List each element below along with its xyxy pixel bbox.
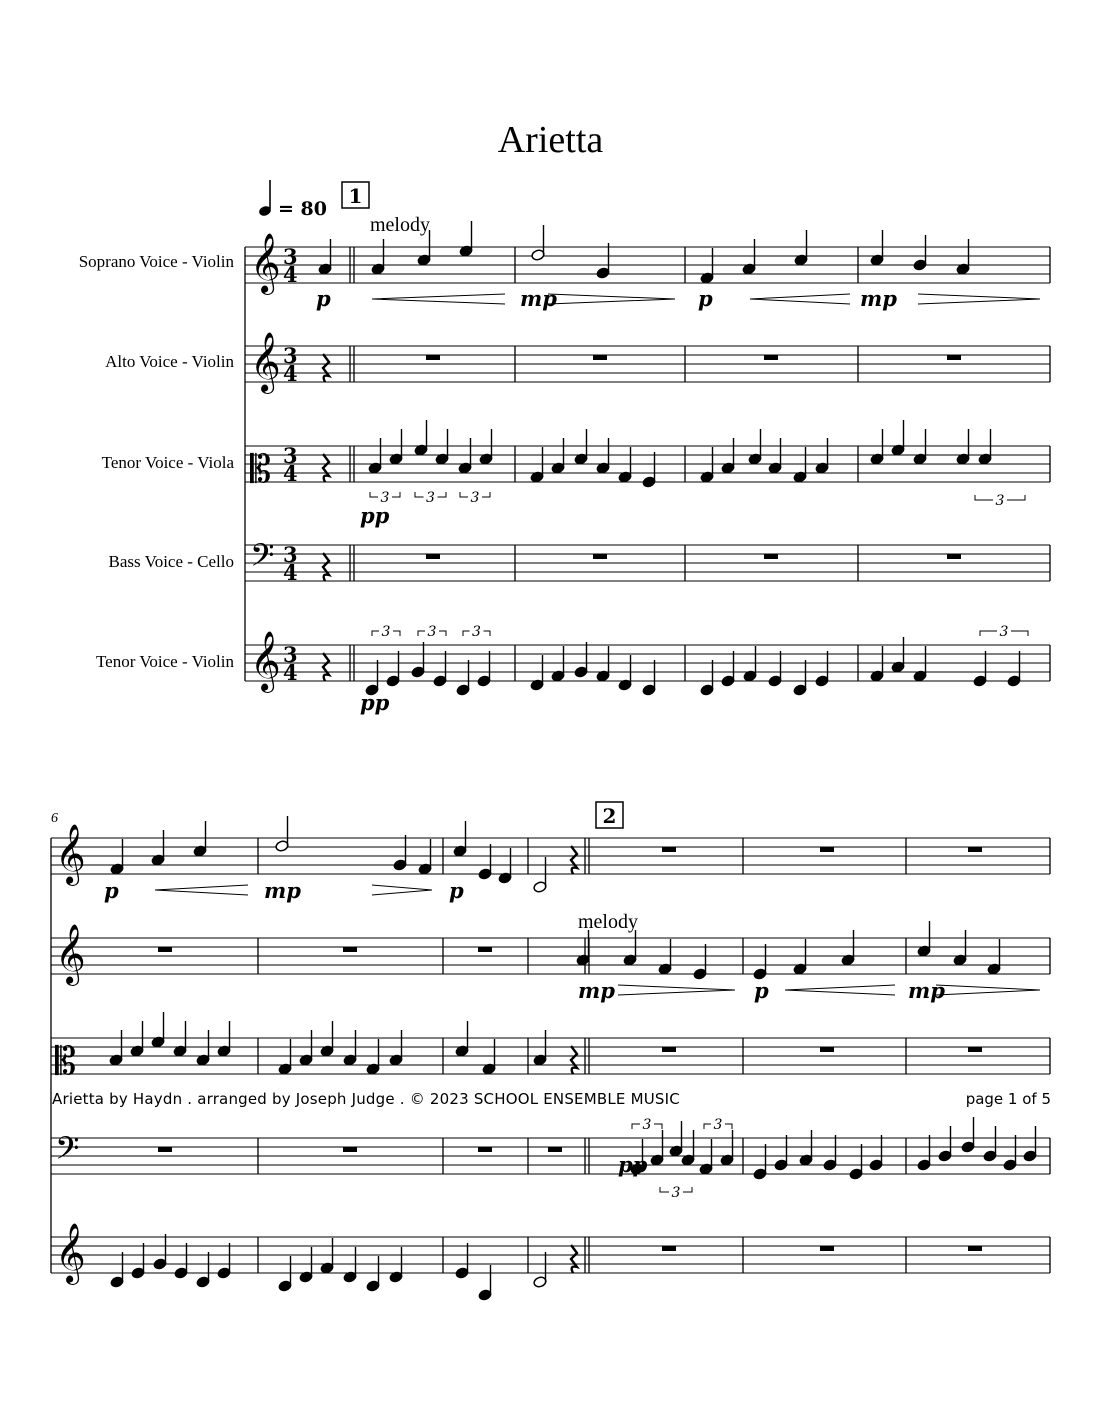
bass-clef-icon: 𝄢: [55, 1130, 80, 1174]
time-signature-bottom: 4: [283, 660, 298, 685]
decrescendo-hairpin: [918, 294, 1040, 304]
whole-rest: [662, 1047, 676, 1052]
footer-page-number: page 1 of 5: [965, 1090, 1051, 1108]
decrescendo-hairpin: [936, 985, 1040, 995]
time-signature-bottom: 4: [283, 560, 298, 585]
whole-rest: [820, 1246, 834, 1251]
tempo-marking: [258, 180, 327, 220]
whole-rest: [478, 1147, 492, 1152]
treble-clef-icon: 𝄞: [250, 233, 281, 293]
alto-clef-icon: 𝄡: [250, 447, 272, 491]
tuplet-number: 3: [427, 624, 437, 640]
dynamic-mp: mp: [520, 286, 557, 311]
rehearsal-mark-2: [596, 802, 623, 828]
whole-rest: [764, 554, 778, 559]
whole-rest: [343, 947, 357, 952]
crescendo-hairpin: [372, 294, 505, 304]
dynamic-mp: mp: [578, 978, 615, 1003]
decrescendo-hairpin: [372, 885, 432, 895]
dynamic-mp: mp: [264, 878, 301, 903]
quarter-rest: [323, 354, 329, 382]
measure-number: 6: [51, 811, 58, 826]
whole-rest: [820, 1047, 834, 1052]
tuplet-number: 3: [999, 624, 1009, 640]
crescendo-hairpin: [750, 294, 850, 304]
whole-rest: [593, 554, 607, 559]
time-signature-bottom: 4: [283, 262, 298, 287]
whole-rest: [968, 1246, 982, 1251]
tuplet-number: 3: [426, 490, 435, 506]
whole-rest: [593, 355, 607, 360]
tuplet-number: 3: [472, 624, 481, 640]
treble-clef-icon: 𝄞: [55, 924, 86, 984]
tuplet-number: 3: [470, 490, 480, 506]
treble-clef-icon: 𝄞: [55, 824, 86, 884]
dynamic-p: p: [104, 878, 119, 903]
whole-rest: [968, 1047, 982, 1052]
dynamic-p: p: [449, 878, 464, 903]
whole-rest: [968, 847, 982, 852]
whole-rest: [478, 947, 492, 952]
whole-rest: [662, 1246, 676, 1251]
quarter-rest: [323, 553, 329, 581]
time-signature-bottom: 4: [283, 361, 298, 386]
expression-melody-2: melody: [578, 911, 638, 933]
instrument-label-tenor-violin: Tenor Voice - Violin: [95, 652, 234, 671]
treble-clef-icon: 𝄞: [250, 332, 281, 392]
page-title: Arietta: [497, 119, 604, 161]
bass-clef-icon: 𝄢: [250, 537, 275, 581]
whole-rest: [158, 947, 172, 952]
whole-rest: [426, 554, 440, 559]
quarter-rest: [323, 653, 329, 681]
tuplet-number: 3: [380, 490, 390, 506]
crescendo-hairpin: [785, 985, 895, 995]
whole-rest: [548, 1147, 562, 1152]
whole-rest: [764, 355, 778, 360]
treble-clef-icon: 𝄞: [250, 631, 281, 691]
dynamic-pp: pp: [360, 690, 390, 715]
quarter-rest: [571, 846, 577, 874]
instrument-label-viola: Tenor Voice - Viola: [101, 453, 234, 472]
whole-rest: [158, 1147, 172, 1152]
dynamic-pp: pp: [618, 1152, 648, 1177]
dynamic-mp: mp: [908, 978, 945, 1003]
instrument-label-soprano: Soprano Voice - Violin: [78, 252, 234, 271]
footer-credit: Arietta by Haydn . arranged by Joseph Judge . © 2023 SCHOOL ENSEMBLE MUSIC: [52, 1090, 680, 1108]
dynamic-mp: mp: [860, 286, 897, 311]
decrescendo-hairpin: [618, 985, 735, 995]
time-signature-top: 3: [283, 244, 298, 269]
quarter-rest: [571, 1046, 577, 1074]
time-signature-top: 3: [283, 642, 298, 667]
whole-rest: [662, 847, 676, 852]
alto-clef-icon: 𝄡: [55, 1039, 77, 1083]
expression-melody-1: melody: [370, 214, 430, 236]
tuplet-number: 3: [381, 624, 391, 640]
tuplet-number: 3: [995, 493, 1005, 509]
dynamic-pp: pp: [360, 503, 390, 528]
system-1: [245, 221, 1050, 696]
treble-clef-icon: 𝄞: [55, 1223, 86, 1283]
instrument-label-alto: Alto Voice - Violin: [105, 352, 234, 371]
time-signature-bottom: 4: [283, 461, 298, 486]
rehearsal-mark-2-text: 2: [602, 804, 617, 828]
crescendo-hairpin: [155, 885, 248, 895]
time-signature-top: 3: [283, 343, 298, 368]
rehearsal-mark-1-text: 1: [348, 184, 363, 208]
tuplet-number: 3: [642, 1117, 652, 1133]
quarter-rest: [571, 1245, 577, 1273]
rehearsal-mark-1: [342, 182, 369, 208]
whole-rest: [947, 355, 961, 360]
tuplet-number: 3: [671, 1185, 681, 1201]
quarter-rest: [323, 454, 329, 482]
whole-rest: [343, 1147, 357, 1152]
tempo-value: = 80: [278, 198, 327, 220]
tuplet-number: 3: [713, 1117, 723, 1133]
dynamic-p: p: [316, 286, 331, 311]
dynamic-p: p: [698, 286, 713, 311]
whole-rest: [426, 355, 440, 360]
whole-rest: [820, 847, 834, 852]
system-2: [51, 816, 1050, 1301]
whole-rest: [947, 554, 961, 559]
dynamic-p: p: [754, 978, 769, 1003]
time-signature-top: 3: [283, 443, 298, 468]
instrument-label-cello: Bass Voice - Cello: [108, 552, 234, 571]
decrescendo-hairpin: [548, 294, 675, 304]
time-signature-top: 3: [283, 542, 298, 567]
